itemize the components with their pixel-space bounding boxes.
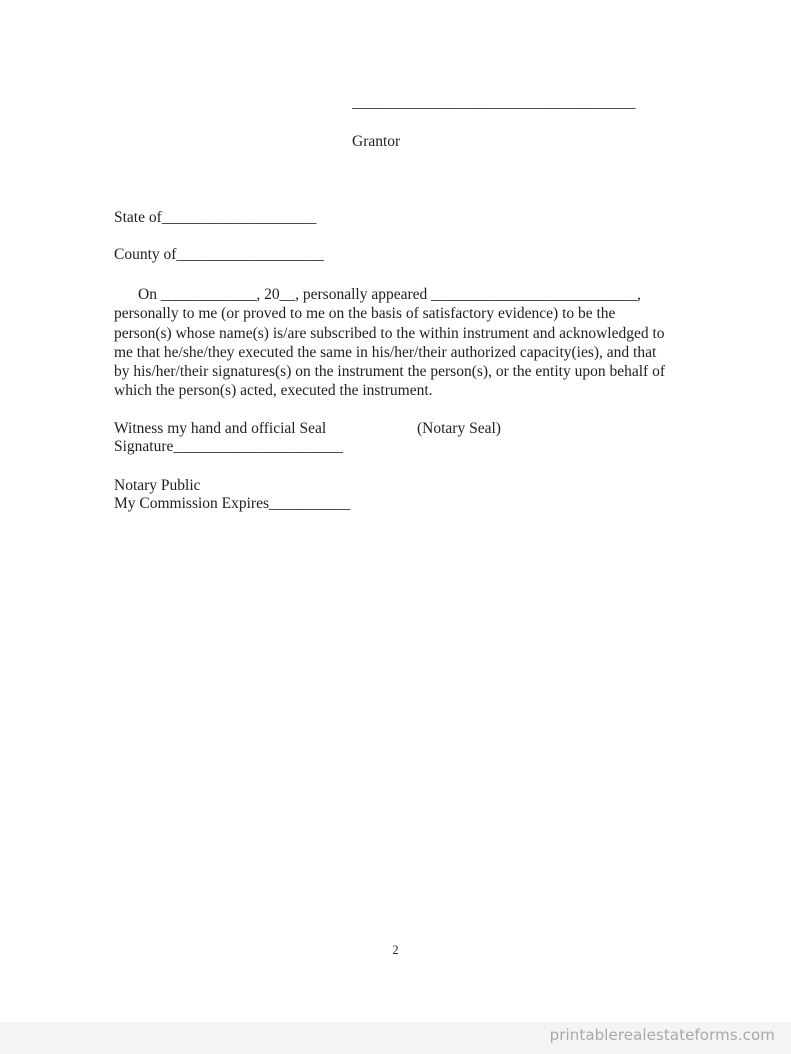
witness-statement: Witness my hand and official Seal — [114, 420, 327, 437]
acknowledgement-paragraph — [114, 285, 670, 401]
county-of-blank[interactable]: ____________________ — [176, 246, 324, 263]
watermark-text: printablerealestateforms.com — [549, 1026, 775, 1044]
page-number: 2 — [392, 943, 399, 957]
acknowledgement-first-line — [114, 285, 670, 304]
acknowledgement-body: personally to me (or proved to me on the basis of satisfactory evidence) to be the person(s) whose name(s) is/are subscribed to the within instrument and acknowledged to me that he/she/they executed the same in his/her/their authorized capacity(ies), and that by his/her/their signatures(s) on the instrument the person(s), or the entity upon behalf of which the person(s) acted, executed the instrument. — [114, 305, 665, 400]
grantor-signature-line — [352, 96, 672, 112]
state-of-blank[interactable]: _____________________ — [161, 209, 317, 226]
grantor-rule: ______________________________________ — [352, 96, 636, 111]
signature-blank[interactable]: _______________________ — [173, 438, 343, 455]
commission-expires-label: My Commission Expires — [114, 495, 270, 512]
grantor-label: Grantor — [352, 133, 401, 150]
county-of-label: County of — [114, 246, 177, 263]
commission-expires-field — [114, 494, 350, 513]
commission-expires-blank[interactable]: ___________ — [269, 495, 350, 512]
county-of-field — [114, 245, 323, 264]
first-line-comma: , — [636, 286, 641, 303]
appearer-name-blank[interactable]: ____________________________ — [431, 286, 637, 303]
notary-seal-label: (Notary Seal) — [417, 420, 501, 437]
notary-signature-field — [114, 437, 342, 456]
state-of-label: State of — [114, 209, 162, 226]
notary-public-label: Notary Public — [114, 477, 201, 494]
date-blank[interactable]: _____________ — [160, 286, 257, 303]
year-and-appeared-label: , 20__, personally appeared — [256, 286, 432, 303]
signature-label: Signature — [114, 438, 174, 455]
on-label: On — [138, 286, 161, 303]
state-of-field — [114, 208, 316, 227]
